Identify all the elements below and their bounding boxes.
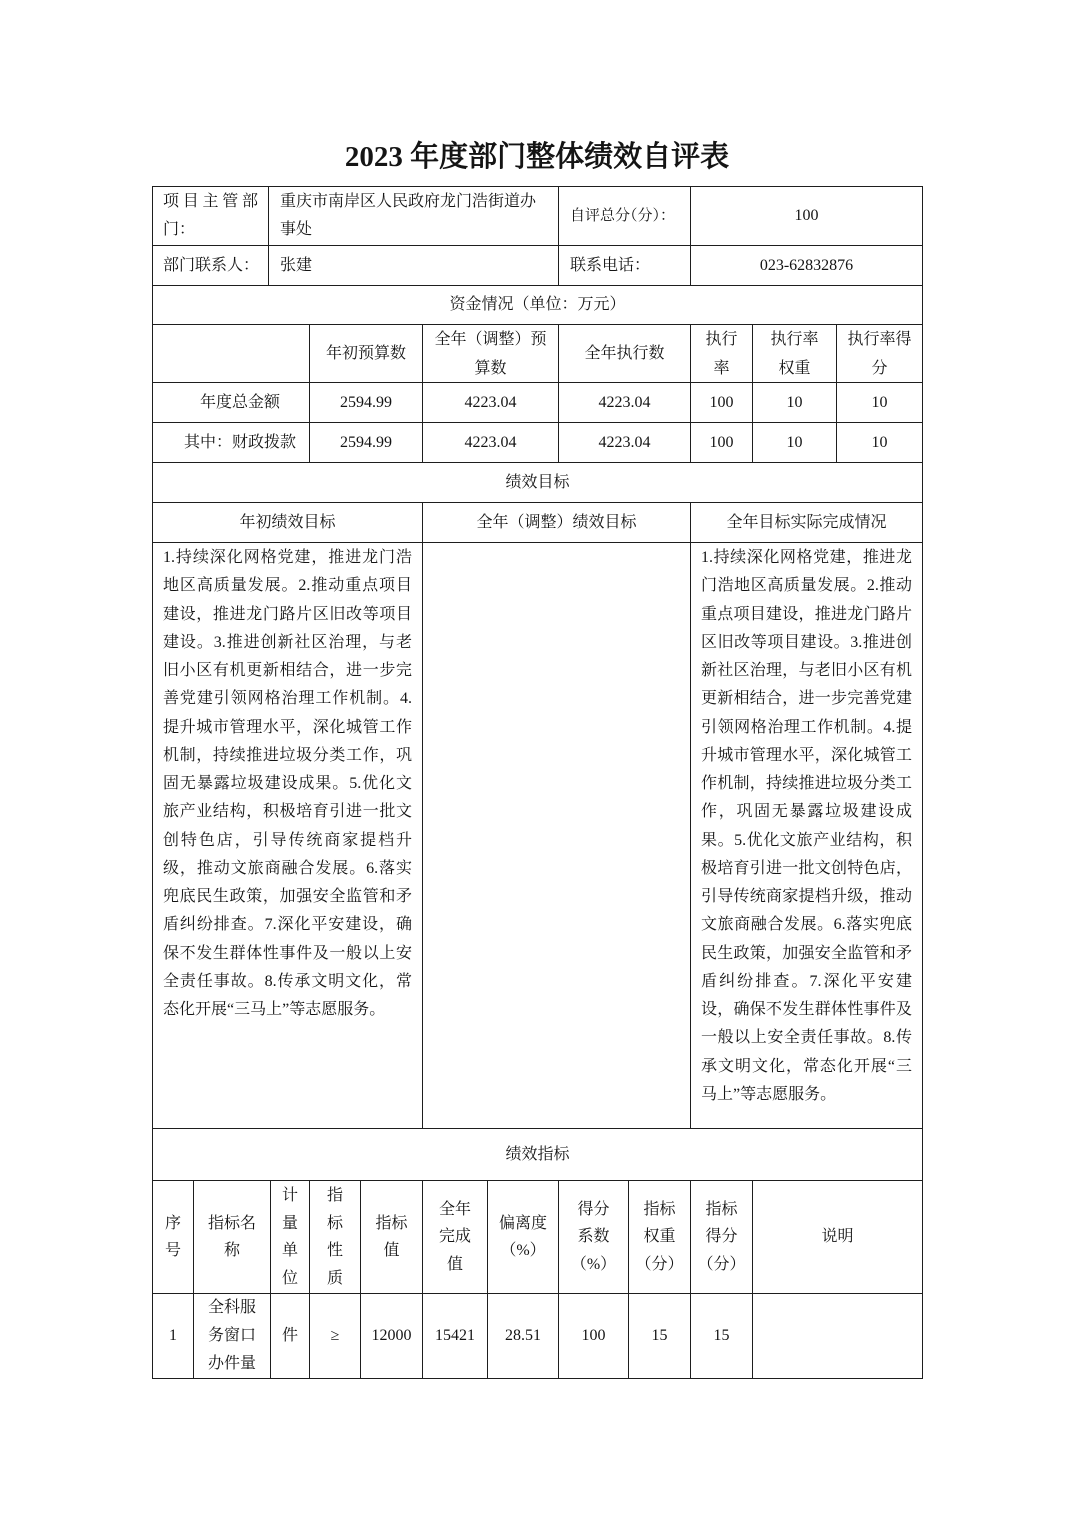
- indicators-header-score: [691, 1181, 753, 1294]
- total-score-value-cell: [691, 187, 923, 246]
- funds-header-rate-weight: [753, 325, 837, 383]
- phone-label: 联系电话：: [570, 256, 651, 274]
- indicator-unit-cell: [271, 1294, 310, 1379]
- goals-content-row: [153, 543, 923, 1129]
- funds-rate-score-value: 10: [871, 393, 888, 411]
- funds-adjusted-budget-cell: [423, 423, 559, 463]
- indicator-score: 15: [713, 1327, 730, 1344]
- funds-execution-rate-cell: [691, 423, 753, 463]
- indicator-name: 全科服务窗口办件量: [207, 1299, 256, 1372]
- indicators-header-note-label: 说明: [821, 1228, 854, 1246]
- funds-header-executed-label: 全年执行数: [584, 345, 665, 362]
- funds-row-label: 其中：财政拨款: [183, 433, 296, 451]
- indicator-note-cell: [753, 1294, 923, 1379]
- funds-header-rate-score: [837, 325, 923, 383]
- evaluation-table: [152, 186, 923, 1379]
- indicators-section-title: 绩效指标: [505, 1145, 570, 1163]
- contact-label-cell: [153, 246, 269, 286]
- indicator-actual: 15421: [435, 1327, 475, 1344]
- funds-executed-value: 4223.04: [598, 393, 651, 411]
- funds-header-rate-score-label: 执行率得分: [847, 330, 912, 377]
- funds-adjusted-budget-value: 4223.04: [464, 433, 517, 451]
- funds-executed-value: 4223.04: [598, 433, 651, 451]
- document-title: 2023 年度部门整体绩效自评表: [344, 141, 730, 173]
- department-label: 项目主管部门：: [163, 193, 258, 238]
- indicator-row: [153, 1294, 923, 1379]
- goals-actual-text: 1.持续深化网格党建，推进龙门浩地区高质量发展。2.推动重点项目建设，推进龙门路片区旧改等项目建设。3.推进创新社区治理，与老旧小区有机更新相结合，进一步完善党建引领网格治理工作机制。4.提升城市管理水平，深化城管工作机制，持续推进垃圾分类工作，巩固无暴露垃圾建设成果。5.优化文旅产业结构，积极培育引进一批文创特色店，引导传统商家提档升级，推动文旅商融合发展。6.落实兜底民生政策，加强安全监管和矛盾纠纷排查。7.深化平安建设，确保不发生群体性事件及一般以上安全责任事故。8.传承文明文化，常态化开展“三马上”等志愿服务。: [701, 549, 912, 1103]
- funds-row-label-cell: [153, 423, 310, 463]
- funds-section-title: 资金情况（单位：万元）: [449, 296, 626, 313]
- indicator-weight: 15: [651, 1327, 668, 1344]
- funds-initial-budget-value: 2594.99: [340, 393, 392, 411]
- indicator-target-cell: [361, 1294, 423, 1379]
- department-row: [153, 187, 923, 246]
- indicators-header-score-coef: [559, 1181, 629, 1294]
- indicator-index: 1: [169, 1327, 177, 1344]
- indicators-header-name: [194, 1181, 271, 1294]
- goals-header-actual: [691, 503, 923, 543]
- funds-initial-budget-cell: [310, 383, 423, 423]
- funds-executed-cell: [559, 383, 691, 423]
- indicators-header-note: [753, 1181, 923, 1294]
- indicator-deviation: 28.51: [505, 1327, 541, 1344]
- indicator-unit: 件: [281, 1327, 298, 1344]
- funds-header-rate-weight-label: 执行率权重: [770, 330, 819, 377]
- indicators-header-weight: [629, 1181, 691, 1294]
- contact-label: 部门联系人：: [163, 256, 260, 274]
- indicator-index-cell: [153, 1294, 194, 1379]
- indicators-header-actual-label: 全年完成值: [438, 1200, 471, 1273]
- goals-actual-cell: [691, 543, 923, 1129]
- phone-value: 023-62832876: [759, 256, 854, 274]
- goals-section-title: 绩效目标: [505, 473, 570, 491]
- funds-header-adjusted-budget: [423, 325, 559, 383]
- indicators-header-row: [153, 1181, 923, 1294]
- funds-execution-rate-cell: [691, 383, 753, 423]
- funds-header-blank-cell: [153, 325, 310, 383]
- indicators-header-target: [361, 1181, 423, 1294]
- funds-executed-cell: [559, 423, 691, 463]
- funds-section-row: [153, 286, 923, 325]
- funds-header-executed: [559, 325, 691, 383]
- total-score-label-cell: [559, 187, 691, 246]
- funds-rate-weight-cell: [753, 423, 837, 463]
- funds-execution-rate-value: 100: [709, 433, 734, 451]
- indicator-nature-cell: [310, 1294, 361, 1379]
- indicators-header-target-label: 指标值: [375, 1214, 408, 1259]
- funds-initial-budget-cell: [310, 423, 423, 463]
- funds-execution-rate-value: 100: [709, 393, 734, 411]
- indicators-section-title-cell: [153, 1129, 923, 1181]
- contact-value: 张建: [280, 256, 313, 274]
- total-score-label: 自评总分（分）：: [570, 208, 668, 224]
- funds-initial-budget-value: 2594.99: [340, 433, 392, 451]
- funds-row-label-cell: [153, 383, 310, 423]
- total-score-value: 100: [794, 207, 819, 224]
- goals-header-initial: [153, 503, 423, 543]
- funds-rate-score-cell: [837, 423, 923, 463]
- indicators-header-unit-label: 计量单位: [281, 1187, 298, 1287]
- indicator-score-coef-cell: [559, 1294, 629, 1379]
- funds-header-execution-rate-label: 执行率: [705, 330, 738, 377]
- indicators-header-index: [153, 1181, 194, 1294]
- indicator-score-cell: [691, 1294, 753, 1379]
- goals-section-title-cell: [153, 463, 923, 503]
- goals-header-initial-label: 年初绩效目标: [239, 513, 336, 531]
- indicator-name-cell: [194, 1294, 271, 1379]
- indicators-header-deviation: [488, 1181, 559, 1294]
- funds-header-adjusted-budget-label: 全年（调整）预算数: [434, 330, 547, 377]
- indicator-actual-cell: [423, 1294, 488, 1379]
- funds-header-execution-rate: [691, 325, 753, 383]
- indicators-header-nature: [310, 1181, 361, 1294]
- department-value-cell: [269, 187, 559, 246]
- indicators-header-name-label: 指标名称: [207, 1214, 256, 1259]
- phone-value-cell: [691, 246, 923, 286]
- indicators-header-score-coef-label: 得分系数（%）: [577, 1200, 610, 1273]
- indicators-header-score-label: 指标得分（分）: [705, 1200, 738, 1273]
- goals-header-adjusted: [423, 503, 691, 543]
- funds-adjusted-budget-cell: [423, 383, 559, 423]
- contact-row: [153, 246, 923, 286]
- goals-header-row: [153, 503, 923, 543]
- indicators-header-deviation-label: 偏离度（%）: [498, 1214, 547, 1259]
- funds-header-initial-budget: [310, 325, 423, 383]
- indicator-score-coef: 100: [581, 1327, 606, 1344]
- funds-header-row: [153, 325, 923, 383]
- indicators-header-nature-label: 指标性质: [326, 1187, 343, 1287]
- department-value: 重庆市南岸区人民政府龙门浩街道办事处: [280, 193, 537, 238]
- indicators-header-weight-label: 指标权重（分）: [643, 1200, 676, 1273]
- indicator-nature: ≥: [330, 1327, 340, 1344]
- indicators-header-unit: [271, 1181, 310, 1294]
- funds-rate-weight-value: 10: [786, 433, 803, 451]
- indicators-header-actual: [423, 1181, 488, 1294]
- goals-section-row: [153, 463, 923, 503]
- contact-value-cell: [269, 246, 559, 286]
- funds-header-initial-budget-label: 年初预算数: [325, 345, 406, 362]
- indicators-section-row: [153, 1129, 923, 1181]
- department-label-cell: [153, 187, 269, 246]
- goals-header-actual-label: 全年目标实际完成情况: [726, 513, 887, 531]
- goals-initial-cell: [153, 543, 423, 1129]
- indicator-weight-cell: [629, 1294, 691, 1379]
- indicator-target: 12000: [371, 1327, 412, 1344]
- goals-header-adjusted-label: 全年（调整）绩效目标: [476, 513, 637, 531]
- indicators-header-index-label: 序号: [164, 1214, 181, 1259]
- funds-section-title-cell: [153, 286, 923, 325]
- funds-row-label: 年度总金额: [199, 393, 280, 411]
- funds-rate-weight-value: 10: [786, 393, 803, 411]
- goals-initial-text: 1.持续深化网格党建，推进龙门浩地区高质量发展。2.推动重点项目建设，推进龙门路片区旧改等项目建设。3.推进创新社区治理，与老旧小区有机更新相结合，进一步完善党建引领网格治理工作机制。4.提升城市管理水平，深化城管工作机制，持续推进垃圾分类工作，巩固无暴露垃圾建设成果。5.优化文旅产业结构，积极培育引进一批文创特色店，引导传统商家提档升级，推动文旅商融合发展。6.落实兜底民生政策，加强安全监管和矛盾纠纷排查。7.深化平安建设，确保不发生群体性事件及一般以上安全责任事故。8.传承文明文化，常态化开展“三马上”等志愿服务。: [163, 549, 412, 1018]
- funds-adjusted-budget-value: 4223.04: [464, 393, 517, 411]
- funds-rate-weight-cell: [753, 383, 837, 423]
- indicator-deviation-cell: [488, 1294, 559, 1379]
- phone-label-cell: [559, 246, 691, 286]
- funds-row-fiscal: [153, 423, 923, 463]
- funds-rate-score-value: 10: [871, 433, 888, 451]
- funds-row-total: [153, 383, 923, 423]
- funds-rate-score-cell: [837, 383, 923, 423]
- goals-adjusted-cell: [423, 543, 691, 1129]
